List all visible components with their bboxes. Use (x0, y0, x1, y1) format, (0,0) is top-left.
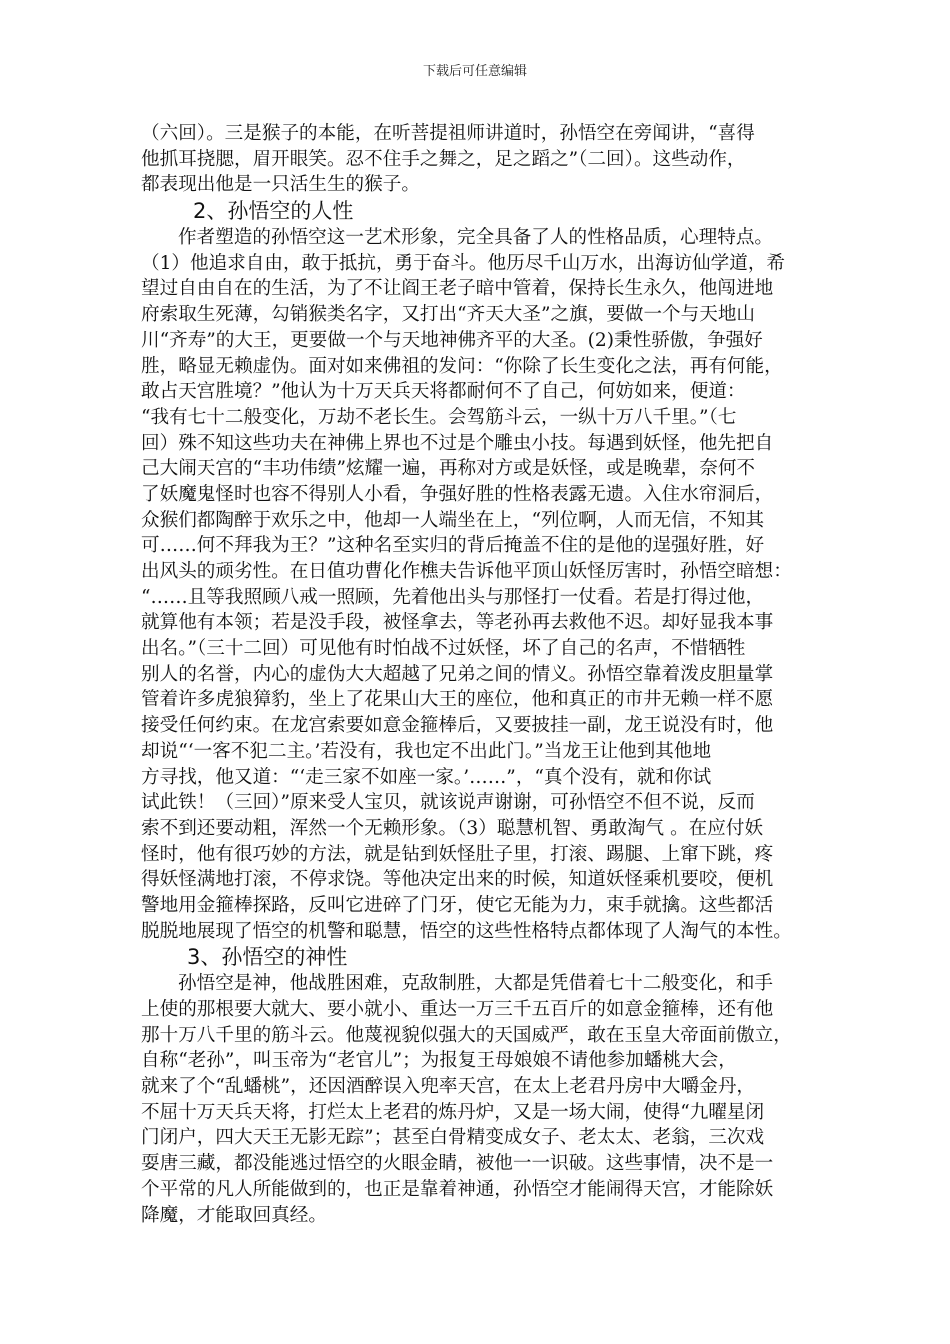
text-line: 索不到还要动粗，浑然一个无赖形象。（3）聪慧机智、勇敢淘气 。在应付妖 (141, 817, 764, 839)
section-2-paragraph (141, 225, 813, 944)
text-line: 不屈十万天兵天将，打烂太上老君的炼丹炉，又是一场大闹，使得“九曜星闭 (141, 1101, 765, 1123)
document-body (141, 121, 813, 1228)
intro-paragraph (141, 121, 813, 198)
text-line: 川“齐寿”的大王，更要做一个与天地神佛齐平的大圣。(2)秉性骄傲，争强好 (141, 329, 763, 351)
text-line: 胜，略显无赖虚伪。面对如来佛祖的发问：“你除了长生变化之法，再有何能， (141, 355, 783, 377)
text-line: （六回）。三是猴子的本能，在听菩提祖师讲道时，孙悟空在旁闻讲，“喜得 (141, 123, 755, 144)
text-line: 己大闹天宫的“丰功伟绩”炫耀一遍，再称对方或是妖怪，或是晚辈，奈何不 (141, 458, 756, 480)
text-line: 望过自由自在的生活，为了不让阎王老子暗中管着，保持长生永久，他闯进地 (141, 278, 774, 300)
text-line: 方寻找，他又道：“‘走三家不如座一家。’……”，“真个没有，就和你试 (141, 766, 712, 788)
text-line: 就来了个“乱蟠桃”，还因酒醉误入兜率天宫，在太上老君丹房中大嚼金丹， (141, 1076, 756, 1098)
text-line: “……且等我照顾八戒一照顾，先着他出头与那怪打一仗看。若是打得过他， (141, 586, 765, 608)
text-line: 可……何不拜我为王？”这种名至实归的背后掩盖不住的是他的逞强好胜，好 (141, 535, 765, 557)
section-3-paragraph (141, 971, 813, 1228)
text-line: 府索取生死薄，勾销猴类名字，又打出“齐天大圣”之旗，要做一个与天地山 (141, 304, 756, 326)
text-line: 作者塑造的孙悟空这一艺术形象，完全具备了人的性格品质，心理特点。 (178, 227, 774, 249)
text-line: 得妖怪满地打滚，不停求饶。等他决定出来的时候，知道妖怪乘机要咬，便机 (141, 869, 774, 891)
text-line: 却说“‘一客不犯二主。’若没有，我也定不出此门。”当龙王让他到其他地 (141, 740, 712, 762)
section-heading-2: 2、孙悟空的人性 (193, 199, 354, 224)
text-line: 别人的名誉，内心的虚伪大大超越了兄弟之间的情义。孙悟空靠着泼皮胆量掌 (141, 663, 774, 685)
text-line: 耍唐三藏，都没能逃过悟空的火眼金睛，被他一一识破。这些事情，决不是一 (141, 1153, 774, 1175)
text-line: 接受任何约束。在龙宫索要如意金箍棒后，又要披挂一副，龙王说没有时，他 (141, 715, 774, 737)
text-line: 就算他有本领；若是没手段，被怪拿去，等老孙再去救他不迟。却好显我本事 (141, 612, 774, 634)
text-line: 自称“老孙”，叫玉帝为“老官儿”；为报复王母娘娘不请他参加蟠桃大会， (141, 1050, 737, 1072)
text-line: 他抓耳挠腮，眉开眼笑。忍不住手之舞之，足之蹈之”（二回）。这些动作， (141, 148, 746, 170)
text-line: 出风头的顽劣性。在日值功曹化作樵夫告诉他平顶山妖怪厉害时，孙悟空暗想： (141, 561, 792, 582)
text-line: 个平常的凡人所能做到的，也正是靠着神通，孙悟空才能闹得天宫，才能除妖 (141, 1178, 774, 1200)
text-line: 回）殊不知这些功夫在神佛上界也不过是个雕虫小技。每遇到妖怪，他先把自 (141, 432, 774, 454)
text-line: 怪时，他有很巧妙的方法，就是钻到妖怪肚子里，打滚、踢腿、上窜下跳，疼 (141, 843, 774, 865)
text-line: 了妖魔鬼怪时也容不得别人小看，争强好胜的性格表露无遗。入住水帘洞后， (141, 483, 774, 505)
text-line: “我有七十二般变化，万劫不老长生。会驾筋斗云，一纵十万八千里。”（七 (141, 406, 737, 428)
text-line: 管着许多虎狼獐豹，坐上了花果山大王的座位，他和真正的市井无赖一样不愿 (141, 689, 774, 711)
text-line: 降魔，才能取回真经。 (141, 1204, 327, 1226)
text-line: 警地用金箍棒探路，反叫它进碎了门牙，使它无能为力，束手就擒。这些都活 (141, 894, 774, 916)
text-line: 都表现出他是一只活生生的猴子。 (141, 174, 420, 196)
text-line: 那十万八千里的筋斗云。他蔑视貌似强大的天国威严，敢在玉皇大帝面前傲立， (141, 1024, 792, 1046)
text-line: 孙悟空是神，他战胜困难，克敌制胜，大都是凭借着七十二般变化，和手 (178, 973, 774, 995)
page-header: 下载后可任意编辑 (422, 64, 527, 79)
text-line: （1）他追求自由，敢于抵抗，勇于奋斗。他历尽千山万水，出海访仙学道，希 (141, 252, 786, 274)
text-line: 上使的那根要大就大、要小就小、重达一万三千五百斤的如意金箍棒，还有他 (141, 999, 774, 1020)
text-line: 出名。”（三十二回）可见他有时怕战不过妖怪，坏了自己的名声，不惜牺牲 (141, 638, 746, 660)
text-line: 门闭户，四大天王无影无踪”；甚至白骨精变成女子、老太太、老翁，三次戏 (141, 1127, 765, 1149)
text-line: 试此铁！（三回）”原来受人宝贝，就该说声谢谢，可孙悟空不但不说，反而 (141, 792, 755, 814)
text-line: 脱脱地展现了悟空的机警和聪慧，悟空的这些性格特点都体现了人淘气的本性。 (141, 920, 792, 942)
section-heading-3: 3、孙悟空的神性 (187, 945, 348, 970)
text-line: 众猴们都陶醉于欢乐之中，他却一人端坐在上，“列位啊，人而无信，不知其 (141, 509, 765, 531)
text-line: 敢占天宫胜境？”他认为十万天兵天将都耐何不了自己，何妨如来，便道： (141, 381, 746, 403)
